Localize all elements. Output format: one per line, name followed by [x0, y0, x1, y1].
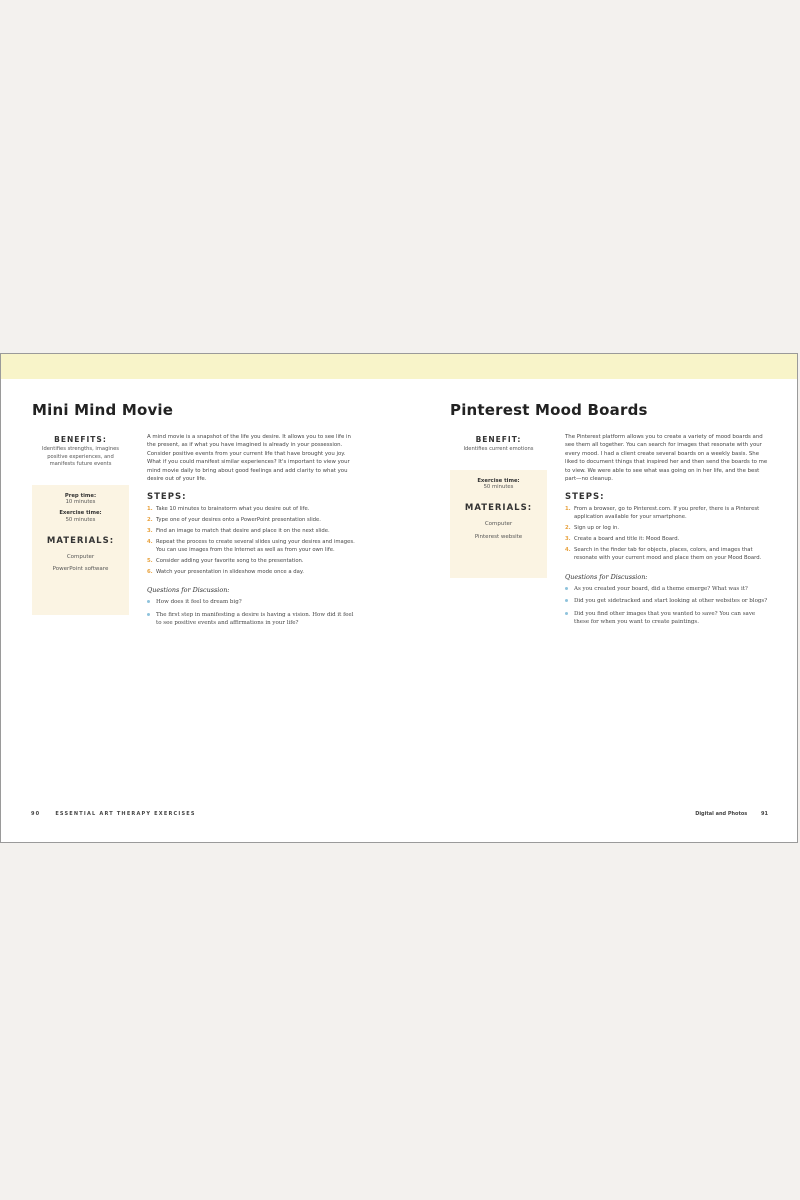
main-content: [147, 433, 357, 632]
exercise-time-value: 50 minutes: [483, 484, 514, 491]
step-item: 5. Consider adding your favorite song to the presentation.: [147, 558, 304, 565]
step-item: 3. Create a board and title it: Mood Board.: [565, 536, 680, 543]
step-number: 2.: [147, 516, 153, 523]
question-item: The first step in manifesting a desire is having a vision. How did it feel to see positive events and affirmations in your life?: [147, 611, 357, 628]
material-item: Computer: [484, 521, 513, 528]
step-item: 1. From a browser, go to Pinterest.com. If you prefer, there is a Pinterest application available for your smartphone.: [565, 505, 760, 520]
exercise-time-value: 50 minutes: [65, 517, 96, 524]
questions-heading: Questions for Discussion:: [565, 572, 648, 581]
section-title: Digital and Photos: [695, 811, 748, 817]
book-title: ESSENTIAL ART THERAPY EXERCISES: [55, 811, 196, 817]
right-page: [400, 379, 798, 842]
step-number: 3.: [565, 536, 571, 543]
steps-heading: STEPS:: [565, 491, 605, 502]
prep-time-value: 10 minutes: [65, 499, 96, 506]
bullet-icon: [565, 612, 568, 615]
benefit-heading: BENEFIT:: [475, 435, 522, 444]
page-footer: [31, 811, 196, 817]
steps-heading: STEPS:: [147, 491, 187, 502]
page-title: Pinterest Mood Boards: [450, 401, 648, 419]
page-number: 90: [31, 811, 41, 817]
question-item: As you created your board, did a theme emerge? What was it?: [565, 585, 768, 594]
step-item: 6. Watch your presentation in slideshow mode once a day.: [147, 569, 304, 576]
step-item: 4. Repeat the process to create several slides using your desires and images. You can use images from the Internet as well as from your own life.: [147, 538, 355, 554]
step-number: 6.: [147, 569, 153, 576]
materials-heading: MATERIALS:: [46, 536, 115, 547]
step-number: 5.: [147, 558, 153, 565]
step-number: 3.: [147, 527, 153, 534]
benefit-text: Identifies current emotions: [463, 446, 534, 452]
step-number: 1.: [565, 505, 571, 512]
step-item: 4. Search in the finder tab for objects, places, colors, and images that resonate with your current mood and place them on your Mood Board.: [565, 547, 762, 562]
main-content: [565, 433, 768, 631]
steps-list: [565, 505, 768, 563]
material-item: PowerPoint software: [52, 566, 109, 573]
bullet-icon: [565, 587, 568, 590]
exercise-time-label: Exercise time:: [477, 477, 520, 484]
step-item: 2. Type one of your desires onto a PowerPoint presentation slide.: [147, 516, 321, 523]
questions-list: [147, 598, 357, 628]
info-box: [450, 470, 547, 578]
left-page: [1, 379, 400, 842]
bullet-icon: [565, 599, 568, 602]
step-number: 4.: [147, 538, 153, 545]
bullet-icon: [147, 613, 150, 616]
question-item: Did you find other images that you wanted to save? You can save these for when you want to create paintings.: [565, 610, 768, 627]
steps-list: [147, 505, 357, 577]
info-sidebar: [450, 435, 547, 578]
intro-paragraph: The Pinterest platform allows you to create a variety of mood boards and see them all together. You can search for images that resonate with your every mood. I had a client create several boards on a weekly basis. She liked to document things that inspired her and then send the boards to me to view. We were able to see what was going on in her life, and the best part—no cleanup.: [565, 434, 768, 483]
info-box: [32, 485, 129, 615]
questions-heading: Questions for Discussion:: [147, 586, 230, 595]
page-title: Mini Mind Movie: [32, 401, 174, 419]
step-number: 1.: [147, 505, 153, 512]
exercise-time-label: Exercise time:: [59, 510, 102, 517]
book-spread: [0, 353, 798, 843]
bullet-icon: [147, 600, 150, 603]
benefits-text: Identifies strengths, imagines positive experiences, and manifests future events: [41, 446, 120, 468]
prep-time-label: Prep time:: [64, 492, 97, 499]
step-number: 4.: [565, 547, 571, 554]
benefits-heading: BENEFITS:: [54, 435, 107, 444]
info-sidebar: [32, 435, 129, 615]
step-number: 2.: [565, 525, 571, 532]
page-footer: [695, 811, 768, 817]
question-item: How does it feel to dream big?: [147, 598, 357, 607]
step-item: 2. Sign up or log in.: [565, 525, 620, 532]
question-item: Did you get sidetracked and start looking at other websites or blogs?: [565, 597, 768, 606]
material-item: Pinterest website: [474, 533, 523, 540]
top-color-band: [1, 354, 797, 379]
step-item: 1. Take 10 minutes to brainstorm what you desire out of life.: [147, 505, 310, 512]
questions-list: [565, 585, 768, 627]
intro-paragraph: A mind movie is a snapshot of the life you desire. It allows you to see life in the present, as if what you have imagined is already in your possession. Consider positive events from your current life that have brought you joy. What if you could manifest similar experiences? It's important to view your mind movie daily to bring about good feelings and add clarity to what you desire out of your life.: [147, 434, 351, 483]
step-item: 3. Find an image to match that desire and place it on the next slide.: [147, 527, 330, 534]
material-item: Computer: [66, 554, 95, 561]
materials-heading: MATERIALS:: [464, 503, 533, 514]
page-number: 91: [761, 811, 768, 817]
